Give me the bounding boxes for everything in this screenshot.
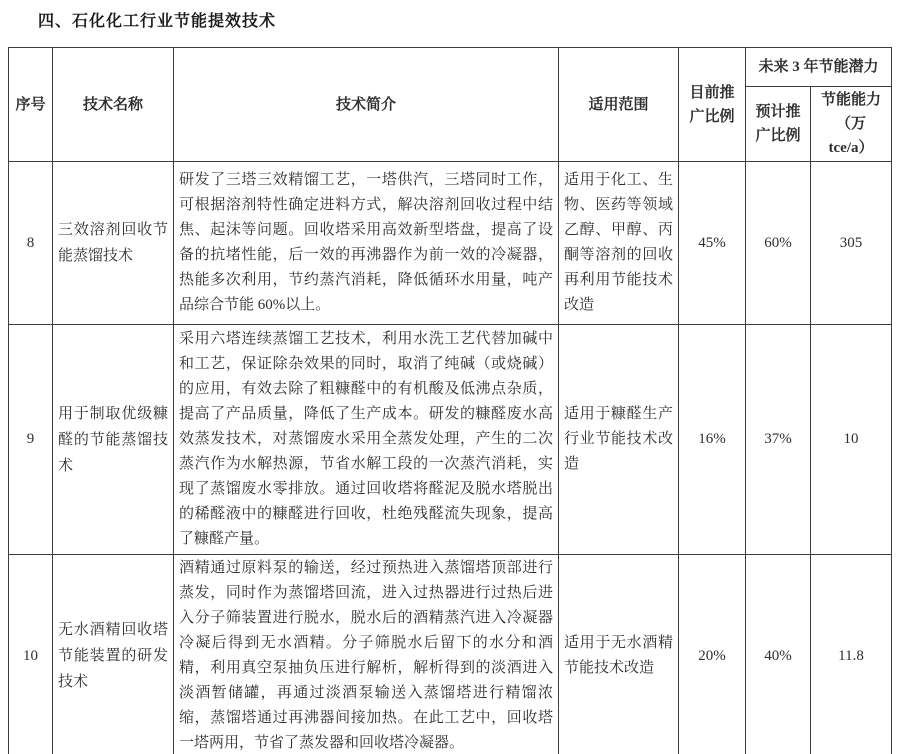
row9-name-cell: 用于制取优级糠醛的节能蒸馏技术 (53, 325, 174, 555)
header-saving-capacity-line2: （万 tce/a） (828, 116, 874, 156)
header-technology-intro: 技术简介 (174, 48, 559, 162)
header-future-3yr-saving-potential: 未来 3 年节能潜力 (746, 48, 892, 87)
header-applicable-scope: 适用范围 (559, 48, 679, 162)
row8-expected-ratio-cell: 60% (746, 162, 811, 325)
row8-intro-cell: 研发了三塔三效精馏工艺，一塔供汽，三塔同时工作，可根据溶剂特性确定进料方式，解决溶剂回收过程中结焦、起沫等问题。回收塔采用高效新型塔盘，提高了设备的抗堵性能，后一效的再沸器作为前一效的冷凝器，热能多次利用，节约蒸汽消耗，降低循环水用量，吨产品综合节能 60%以上。 (174, 162, 559, 325)
row8-scope-cell: 适用于化工、生物、医药等领域乙醇、甲醇、丙酮等溶剂的回收再利用节能技术改造 (559, 162, 679, 325)
row9-expected-ratio-cell: 37% (746, 325, 811, 555)
row10-name-cell: 无水酒精回收塔节能装置的研发技术 (53, 555, 174, 754)
header-technology-name: 技术名称 (53, 48, 174, 162)
header-current-promotion-ratio: 目前推广比例 (679, 48, 746, 162)
row9-current-ratio-cell: 16% (679, 325, 746, 555)
row10-capacity-cell: 11.8 (811, 555, 892, 754)
row10-intro-cell: 酒精通过原料泵的输送，经过预热进入蒸馏塔顶部进行蒸发，同时作为蒸馏塔回流，进入过热器进行过热后进入分子筛装置进行脱水，脱水后的酒精蒸汽进入冷凝器冷凝后得到无水酒精。分子筛脱水后留下的水分和酒精，利用真空泵抽负压进行解析，解析得到的淡酒进入淡酒暂储罐，再通过淡酒泵输送入蒸馏塔进行精馏浓缩，蒸馏塔通过再沸器间接加热。在此工艺中，回收塔一塔两用，节省了蒸发器和回收塔冷凝器。 (174, 555, 559, 754)
row10-scope-cell: 适用于无水酒精节能技术改造 (559, 555, 679, 754)
row9-scope-cell: 适用于糠醛生产行业节能技术改造 (559, 325, 679, 555)
row8-serial-cell: 8 (9, 162, 53, 325)
row9-capacity-cell: 10 (811, 325, 892, 555)
table-row (9, 555, 892, 754)
row10-expected-ratio-cell: 40% (746, 555, 811, 754)
header-expected-promotion-ratio: 预计推广比例 (746, 87, 811, 162)
row10-current-ratio-cell: 20% (679, 555, 746, 754)
row8-name-cell: 三效溶剂回收节能蒸馏技术 (53, 162, 174, 325)
page-title: 四、石化化工行业节能提效技术 (38, 13, 277, 30)
table-row (9, 325, 892, 555)
row10-serial-cell: 10 (9, 555, 53, 754)
header-serial-number: 序号 (9, 48, 53, 162)
header-saving-capacity-line1: 节能能力 (821, 92, 882, 108)
header-saving-capacity (811, 87, 892, 162)
row8-current-ratio-cell: 45% (679, 162, 746, 325)
row9-intro-cell: 采用六塔连续蒸馏工艺技术，利用水洗工艺代替加碱中和工艺，保证除杂效果的同时，取消了纯碱（或烧碱）的应用，有效去除了粗糠醛中的有机酸及低沸点杂质，提高了产品质量，降低了生产成本。研发的糠醛废水高效蒸发技术，对蒸馏废水采用全蒸发处理，产生的二次蒸汽作为水解热源，节省水解工段的一次蒸汽消耗，实现了蒸馏废水零排放。通过回收塔将醛泥及脱水塔脱出的稀醛液中的糠醛进行回收，杜绝残醛流失现象，提高了糠醛产量。 (174, 325, 559, 555)
row9-serial-cell: 9 (9, 325, 53, 555)
table-row (9, 162, 892, 325)
row8-capacity-cell: 305 (811, 162, 892, 325)
energy-saving-technology-table (8, 47, 892, 754)
